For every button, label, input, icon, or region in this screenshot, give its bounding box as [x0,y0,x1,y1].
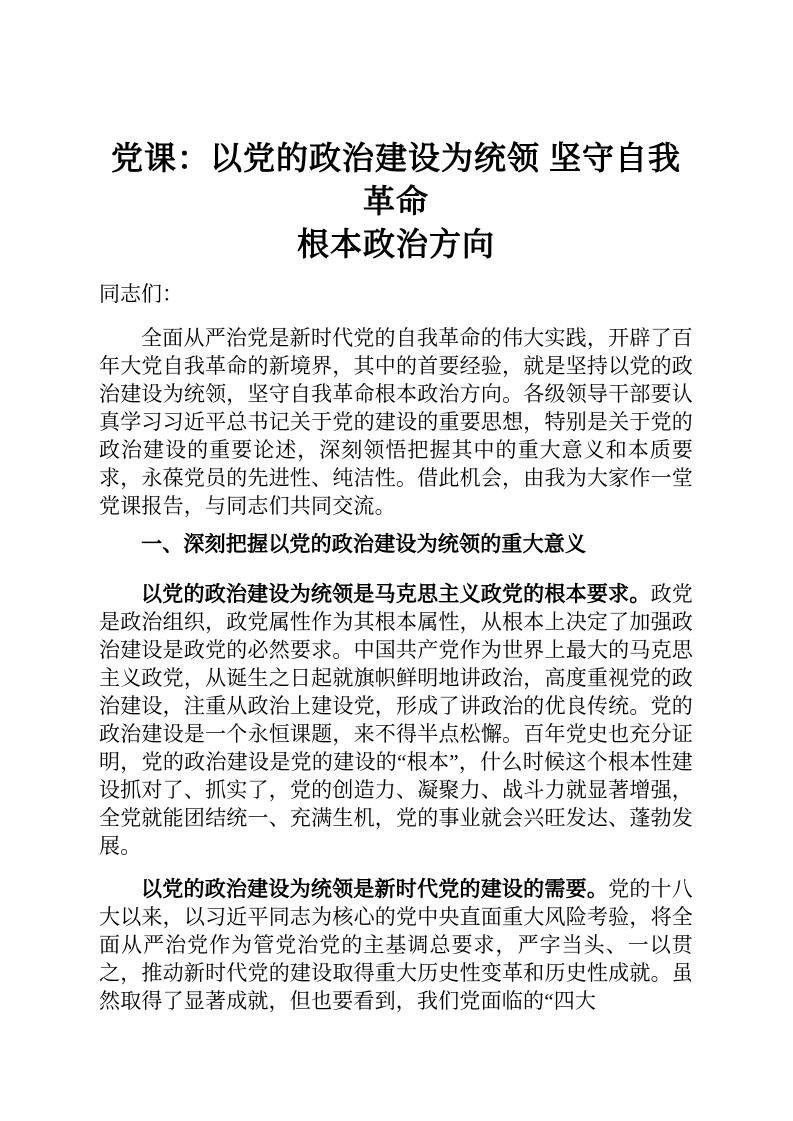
document-title [99,137,693,266]
section-heading-1: 一、深刻把握以党的政治建设为统领的重大意义 [141,532,587,556]
salutation: 同志们： [99,282,183,306]
document-title-line-1: 党课：以党的政治建设为统领 坚守自我革命 [110,140,681,219]
paragraph-fundamental-requirement-text: 政党是政治组织，政党属性作为其根本属性，从根本上决定了加强政治建设是政党的必然要求。中国共产党作为世界上最大的马克思主义政党，从诞生之日起就旗帜鲜明地讲政治，高度重视党的政治建设，注重从政治上建设党，形成了讲政治的优良传统。党的政治建设是一个永恒课题，来不得半点松懈。百年党史也充分证明，党的政治建设是党的建设的“根本”，什么时候这个根本性建设抓对了、抓实了，党的创造力、凝聚力、战斗力就显著增强，全党就能团结统一、充满生机，党的事业就会兴旺发达、蓬勃发展。 [99,582,693,858]
paragraph-fundamental-requirement [99,580,693,860]
paragraph-new-era-need-text: 党的十八大以来，以习近平同志为核心的党中央直面重大风险考验，将全面从严治党作为管党治党的主基调总要求，严字当头、一以贯之，推动新时代党的建设取得重大历史性变革和历史性成就。虽然取得了显著成就，但也要看到，我们党面临的“四大 [99,877,693,1013]
paragraph-intro-text: 全面从严治党是新时代党的自我革命的伟大实践，开辟了百年大党自我革命的新境界，其中的首要经验，就是坚持以党的政治建设为统领，坚守自我革命根本政治方向。各级领导干部要认真学习习近平总书记关于党的建设的重要思想，特别是关于党的政治建设的重要论述，深刻领悟把握其中的重大意义和本质要求，永葆党员的先进性、纯洁性。借此机会，由我为大家作一堂党课报告，与同志们共同交流。 [99,326,693,518]
paragraph-fundamental-requirement-lead: 以党的政治建设为统领是马克思主义政党的根本要求。 [141,582,651,606]
document-title-line-2: 根本政治方向 [296,226,495,262]
paragraph-intro [99,324,693,520]
paragraph-new-era-need-lead: 以党的政治建设为统领是新时代党的建设的需要。 [141,877,609,901]
paragraph-new-era-need [99,875,693,1015]
